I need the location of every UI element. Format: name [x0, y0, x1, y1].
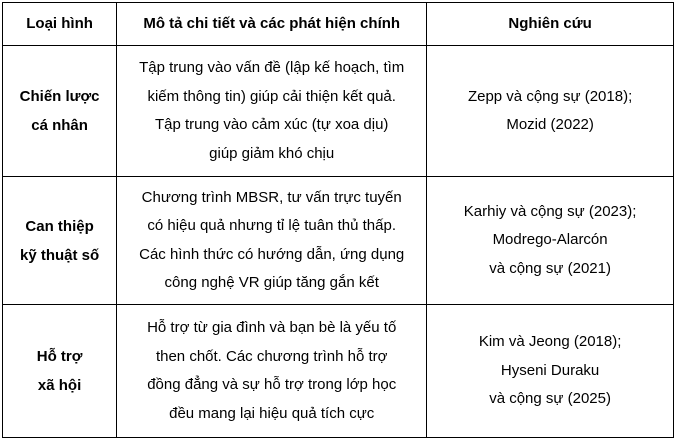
description-line: công nghệ VR giúp tăng gắn kết: [164, 274, 379, 291]
header-row: [3, 3, 674, 46]
header-description: Mô tả chi tiết và các phát hiện chính: [117, 3, 427, 46]
type-cell: [3, 46, 117, 177]
header-type: Loại hình: [3, 3, 117, 46]
type-line: cá nhân: [31, 117, 88, 134]
type-line: Chiến lược: [19, 88, 100, 105]
description-line: Hỗ trợ từ gia đình và bạn bè là yếu tố: [147, 319, 397, 336]
study-line: Modrego-Alarcón: [492, 231, 608, 249]
study-line: Kim và Jeong (2018);: [478, 333, 622, 351]
table-row: [3, 46, 674, 177]
table-row: [3, 305, 674, 438]
study-line: Mozid (2022): [506, 116, 594, 133]
studies-cell: [427, 305, 674, 438]
description-line: có hiệu quả nhưng tỉ lệ tuân thủ thấp.: [147, 217, 396, 234]
study-line: Hyseni Duraku: [500, 361, 600, 379]
header-studies: Nghiên cứu: [427, 3, 674, 46]
description-line: đồng đẳng và sự hỗ trợ trong lớp học: [147, 376, 397, 393]
description-line: Tập trung vào cảm xúc (tự xoa dịu): [154, 116, 389, 133]
description-line: then chốt. Các chương trình hỗ trợ: [155, 347, 388, 365]
study-line: và cộng sự (2021): [489, 259, 611, 277]
description-line: kiếm thông tin) giúp cải thiện kết quả.: [147, 87, 396, 105]
description-cell: [117, 46, 427, 177]
coping-strategies-table: [2, 2, 674, 438]
type-line: xã hội: [37, 377, 82, 394]
table-row: [3, 177, 674, 305]
description-cell: [117, 177, 427, 305]
type-line: Can thiệp: [25, 217, 94, 235]
description-line: Các hình thức có hướng dẫn, ứng dụng: [139, 245, 405, 263]
study-line: Karhiy và cộng sự (2023);: [463, 202, 637, 220]
description-line: đều mang lại hiệu quả tích cực: [169, 404, 375, 422]
study-line: và cộng sự (2025): [489, 390, 611, 408]
study-line: Zepp và cộng sự (2018);: [467, 87, 633, 105]
type-cell: [3, 177, 117, 305]
description-cell: [117, 305, 427, 438]
studies-cell: [427, 177, 674, 305]
studies-cell: [427, 46, 674, 177]
description-line: Tập trung vào vấn đề (lập kế hoạch, tìm: [139, 59, 405, 76]
description-line: giúp giảm khó chịu: [209, 144, 335, 162]
type-cell: [3, 305, 117, 438]
type-line: Hỗ trợ: [36, 348, 83, 365]
description-line: Chương trình MBSR, tư vấn trực tuyến: [141, 188, 402, 206]
type-line: kỹ thuật số: [20, 246, 100, 264]
